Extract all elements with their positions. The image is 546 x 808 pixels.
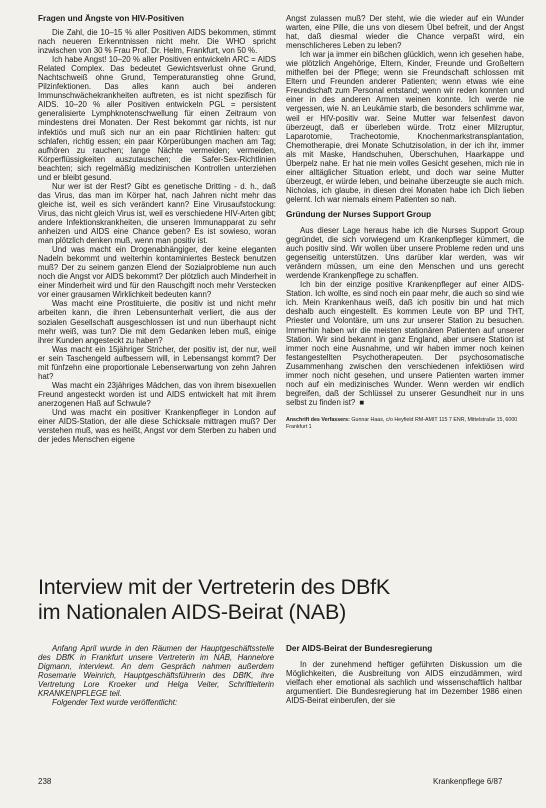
- article-paragraph: Ich war ja immer ein bißchen glücklich, wenn ich gesehen habe, wie plötzlich Angehörige, Eltern, Kinder, Freunde und Großeltern mithelfen bei der Pflege; wenn sie Freundschaft schlossen mit Eltern und Freunden anderer Patienten; wenn etwas wie eine Freundschaft zum Personal entstand; wenn wir reden konnten und einer in des anderen Armen weinen konnte. Ich werde nie vergessen, wie N. an Leukämie starb, die besonders schlimme war, weil er HIV-positiv war. Seine Mutter war felsenfest davon überzeugt, daß er überleben würde. Trotz einer Milzruptur, Laparotomie, Tracheotomie, Knochenmarkstransplantation, Chemotherapie, drei Monate Schutzisolation, in der ich ihr, immer als mit Maske, Handschuhen, Überschuhen, Haarkappe und Überpelz nahe. Er hat nie mein volles Gesicht gesehen, mich nie in einer alltäglicher Situation erlebt, und doch war seine Mutter überzeugt, er würde leben, und beinahe überzeugte sie auch mich. Nicholas, ich glaube, in diesen drei Monaten habe ich Dich lieben gelernt. Ich war niemals einem Patienten so nah.: [286, 50, 524, 204]
- article-paragraph: Angst zulassen muß? Der steht, wie die wieder auf ein Wunder warten, eine Pille, die uns von diesem Übel befreit, und der Angst hat, daß diesmal wieder die Chance verpaßt wird, ein menschlicheres Leben zu leben?: [286, 14, 524, 51]
- article-paragraph: Ich habe Angst! 10–20 % aller Positiven entwickeln ARC = AIDS Related Complex. Das bedeutet Gewichtsverlust ohne Grund, Nachtschweiß ohne Grund, Temperaturanstieg ohne Grund, Pilzinfektionen. Das alles kann auch bei anderen Immunschwächekrankheiten auftreten, es ist nicht spezifisch für AIDS. 10–20 % aller Positiven entwickeln PGL = persistent generalisierte Lymphknotenschwellung für einen Zeitraum von mindestens drei Monaten. Der Rest bekommt gar nichts, ist nur infektiös und muß sich nur an ein paar Richtlinien halten: gut schlafen, richtig essen; ein paar Körperübungen machen am Tag; aufhören zu rauchen; lange Nächte vermeiden; vermeiden, Körperflüssigkeiten auszutauschen; die Safer-Sex-Richtlinien beachten; sich regelmäßig medizinischen Kontrollen unterziehen und er bleibt gesund.: [38, 55, 276, 182]
- headline-line-2: im Nationalen AIDS-Beirat (NAB): [38, 599, 347, 624]
- end-of-article-mark: ■: [359, 397, 365, 407]
- author-address-label: Anschrift des Verfassers:: [286, 416, 350, 423]
- article-paragraph: In der zunehmend heftiger geführten Diskussion um die Möglichkeiten, die Ausbreitung von AIDS einzudämmen, wird vielfach eher emotional als sachlich und wissenschaftlich haltbar argumentiert. Die Bundesregierung hat im Dezember 1986 einen AIDS-Beirat einberufen, der sie: [286, 660, 522, 706]
- intro-paragraph: Folgender Text wurde veröffentlicht:: [52, 698, 178, 708]
- article-paragraph: Was macht ein 15jähriger Stricher, der positiv ist, der nur, weil er sein Taschengeld aufbessern will, in Lebensangst kommt? Der mit fünfzehn eine proportionale Lebenserwartung von zehn Jahren hat?: [38, 344, 276, 381]
- journal-issue: Krankenpflege 6/87: [433, 777, 503, 786]
- aids-council-heading: Der AIDS-Beirat der Bundesregierung: [286, 644, 433, 653]
- article-paragraph: Die Zahl, die 10–15 % aller Positiven AIDS bekommen, stimmt nach neueren Erkenntnissen nicht mehr. Die WHO spricht inzwischen von 30 % Frau Prof. Dr. Helm, Frankfurt, von 50 %.: [38, 28, 276, 56]
- intro-paragraph: Anfang April wurde in den Räumen der Hauptgeschäftsstelle des DBfK in Frankfurt unsere Vertreterin im NAB, Hannelore Digmann, interviewt. An dem Gespräch nahmen außerdem Rosemarie Weinrich, Hauptgeschäftsführerin des DBfK, ihre Vertretung Lore Kroeker und Helga Veiter, Schriftleiterin KRANKENPFLEGE teil.: [38, 644, 274, 699]
- article-paragraph: Und was macht ein positiver Krankenpfleger in London auf einer AIDS-Station, der alle diese Schicksale mittragen muß? Der verstehen muß, was es heißt, Angst vor dem Sterben zu haben und der jedes Menschen eigene: [38, 407, 276, 445]
- article-paragraph: Was macht ein 23jähriges Mädchen, das von ihrem bisexuellen Freund angesteckt worden ist und AIDS entwickelt hat mit ihrem anerzogenen Haß auf Schwule?: [38, 380, 276, 408]
- article-paragraph: Aus dieser Lage heraus habe ich die Nurses Support Group gegründet, die sich vorwiegend um Krankenpfleger kümmert, die auch positiv sind. Wir wollen über unsere Probleme reden und uns gegenseitig unterstützen. Uns darüber klar werden, was wir verändern müssen, um eine den Menschen und uns gerecht werdende Krankenpflege zu schaffen.: [286, 225, 524, 281]
- article-paragraph: Nur wer ist der Rest? Gibt es genetische Dritting - d. h., daß das Virus, das man im Körper hat, nach Jahren nicht mehr das gleiche ist, weil es sich verändert kann? Eine Virusaufstockung: Virus, das nicht gleich Virus ist, weil es verschiedene HIV-Arten gibt; andere Infektionskrankheiten, die unseren Immunapparat zu sehr anheizen und AIDS eine Chance geben? Es ist sowieso, woran man plötzlich denken muß, wenn man positiv ist.: [38, 181, 276, 246]
- section-heading: Gründung der Nurses Support Group: [286, 209, 432, 219]
- interview-intro-column: [38, 644, 274, 707]
- interview-headline: [38, 575, 518, 624]
- article-paragraph: [286, 280, 524, 407]
- article-paragraph-text: Ich bin der einzige positive Krankenpfleger auf einer AIDS-Station. Ich wollte, es sind noch ein paar mehr, die auch so sind wie ich. Mein Krankenhaus weiß, daß ich positiv bin und hat mich deshalb auch eingestellt. Es kommen Leute von BP und THT, Priester und Volontäre, um uns zur unserer Station zu besuchen. Immerhin haben wir die meisten stationären Patienten auf unserer Station. Wir sind bekannt in ganz England, aber unsere Station ist immer noch eine Ausnahme, und wir haben immer noch keinen festangestellten Psychotherapeuten. Der psychosomatische Zusammenhang zwischen den verschiedenen infektiösen wird immer noch nicht gesehen, und unsere Patienten warten immer noch auf ein medizinisches Wunder. Wenn werden wir endlich begreifen, daß der Schlüssel zu unserer Gesundheit nur in uns selbst zu finden ist?: [286, 280, 524, 407]
- right-text-column: [286, 14, 524, 430]
- author-address: [286, 417, 524, 430]
- left-text-column: [38, 14, 276, 444]
- author-address-text: Gunnar Haas, c/o Heyfield RM-AMIT 115 7 ENR, Mittelstraße 15, 6000 Frankfurt 1: [286, 416, 518, 430]
- aids-council-column: [286, 644, 522, 705]
- headline-line-1: Interview mit der Vertreterin des DBfK: [38, 575, 391, 599]
- left-column-heading: Fragen und Ängste von HIV-Positiven: [38, 14, 185, 23]
- article-paragraph: Und was macht ein Drogenabhängiger, der keine eleganten Nadeln bekommt und weiterhin kontaminiertes Besteck benutzen muß? Der zu seinem ganzen Elend der Sozialprobleme nun auch noch die Angst vor AIDS bekommt? Der plötzlich auch Minderheit in einer Minderheit wird und für den Rauschgift noch mehr Verstecken vor einer grausamen Wirklichkeit bedeuten kann?: [38, 245, 276, 300]
- page-number: 238: [38, 777, 52, 786]
- article-paragraph: Was macht eine Prostituierte, die positiv ist und nicht mehr arbeiten kann, die ihren Lebensunterhalt verliert, die aus der sozialen Gesellschaft ausgeschlossen ist und nun überhaupt nicht mehr weiß, was tun? Die mit dem Gedanken leben muß, einige ihrer Kunden angesteckt zu haben?: [38, 299, 276, 345]
